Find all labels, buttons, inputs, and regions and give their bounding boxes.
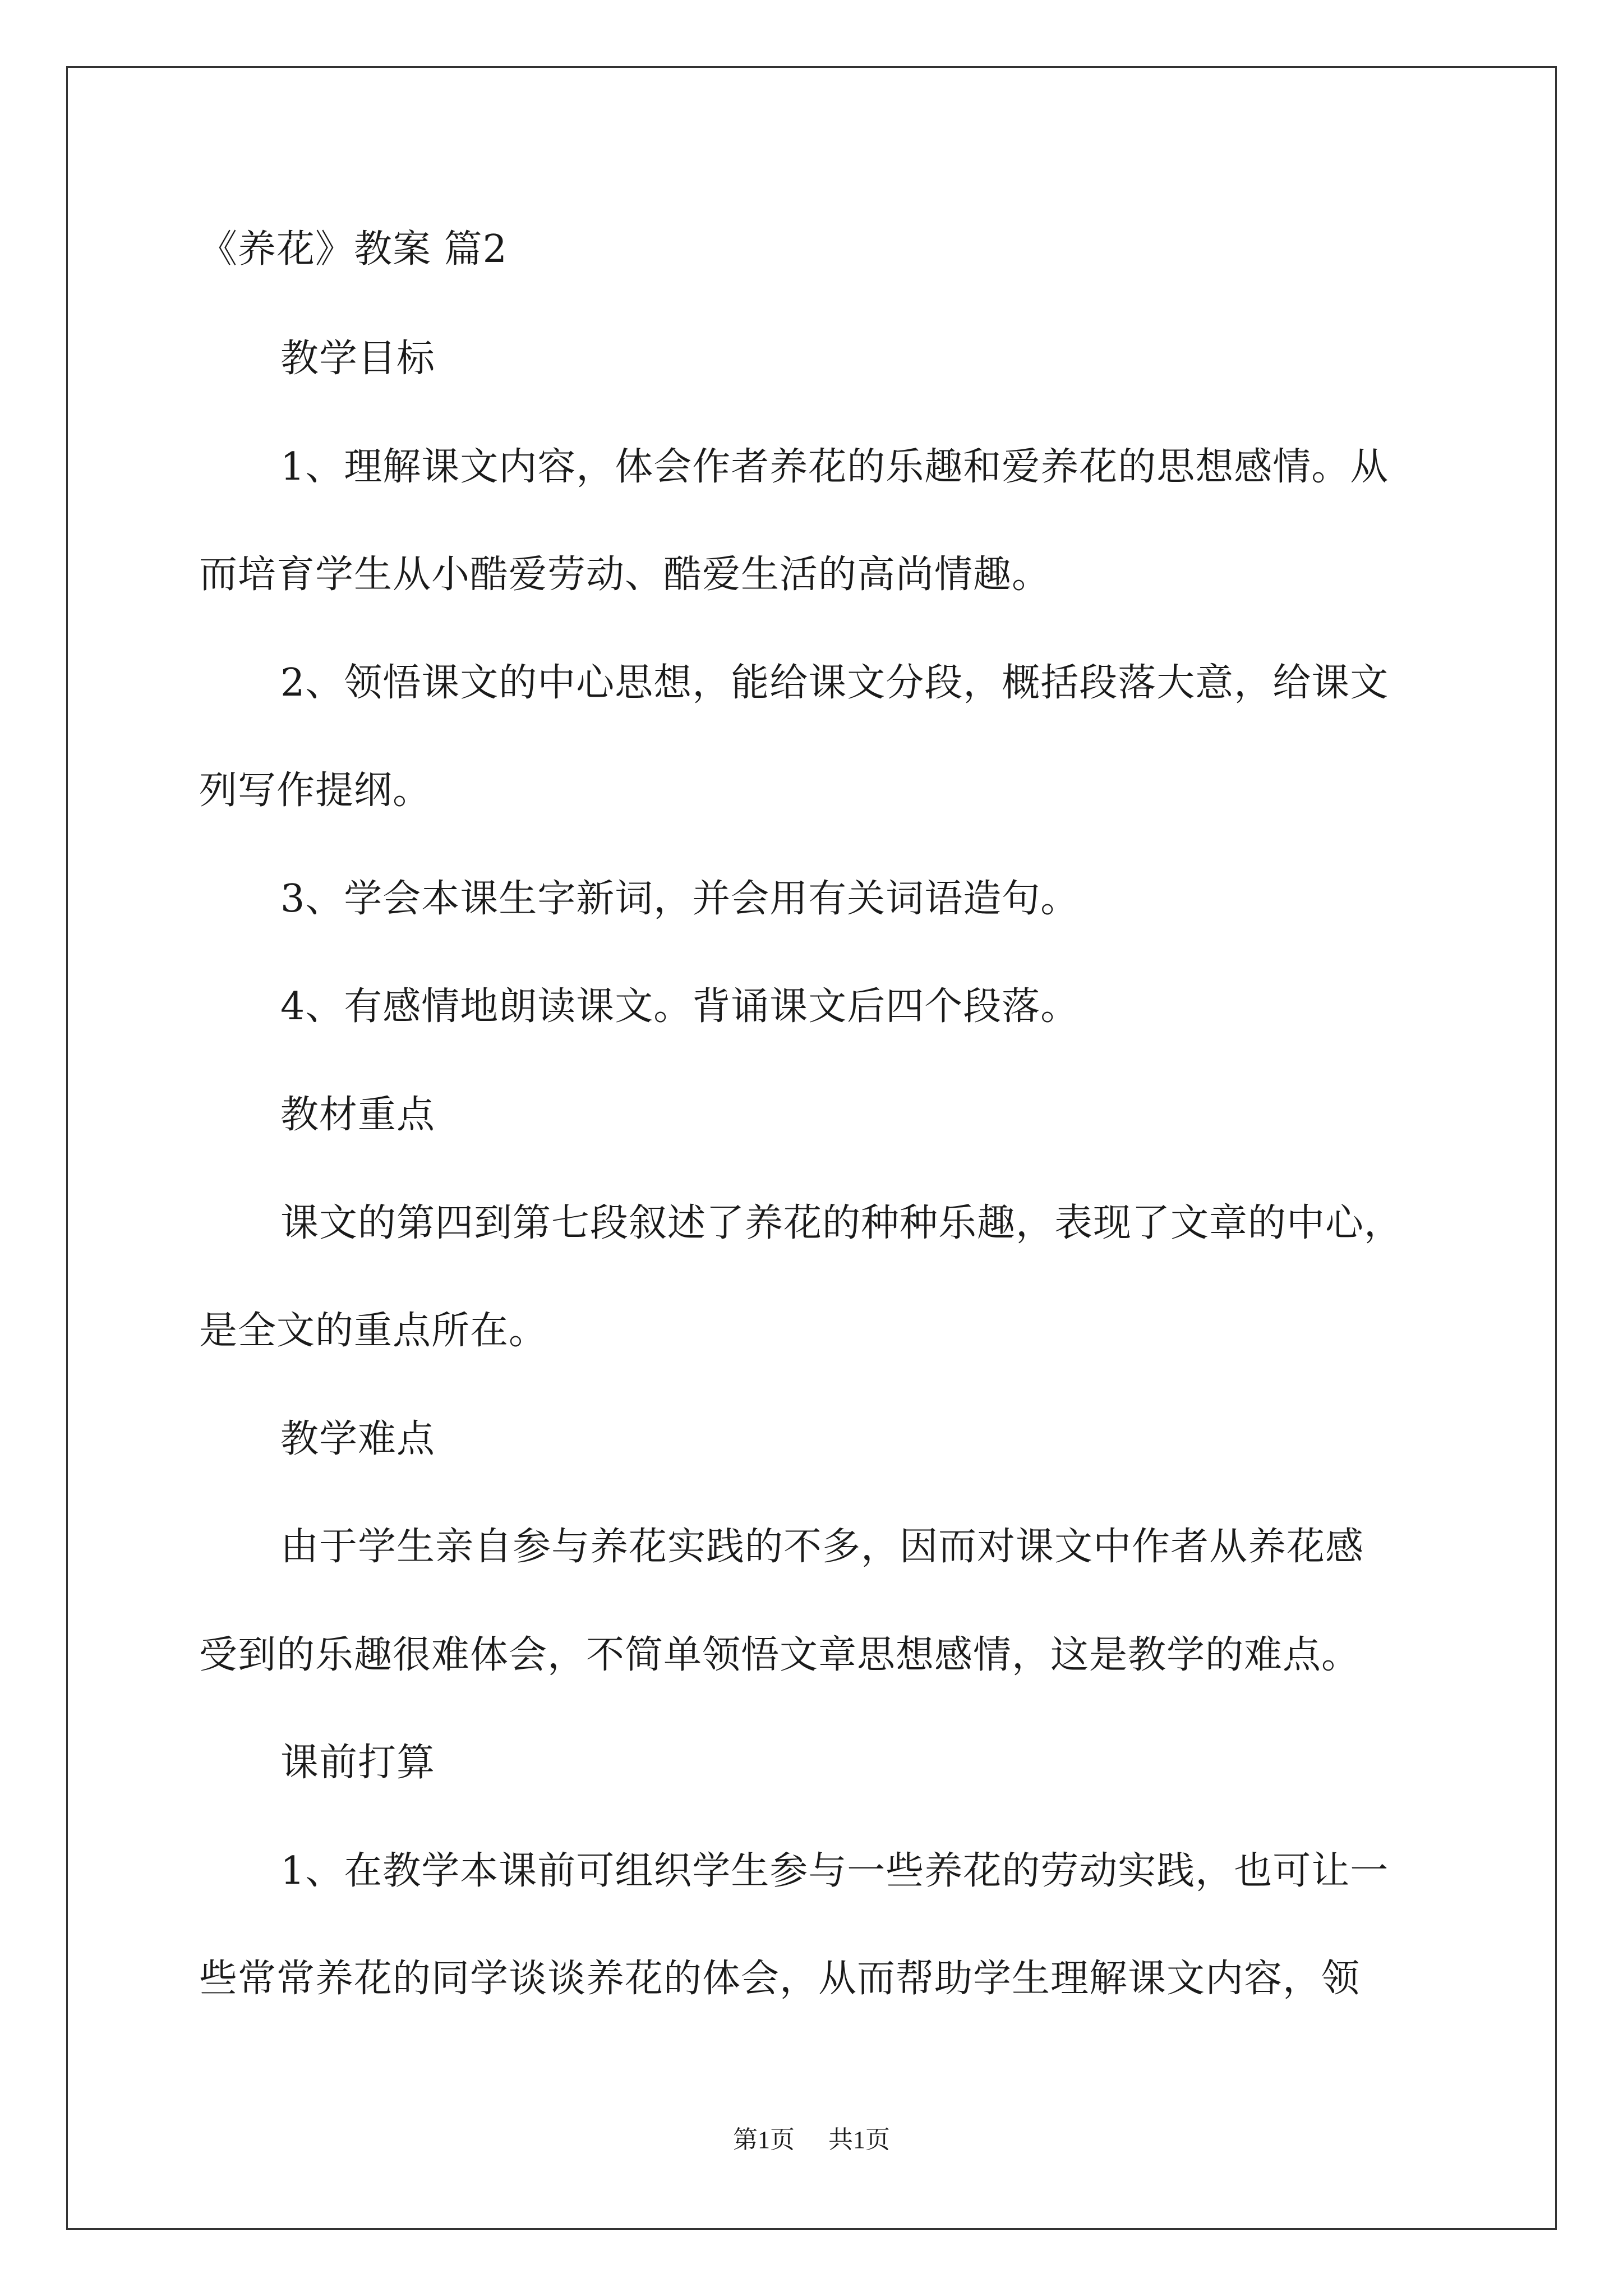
page-border xyxy=(66,66,1557,2230)
paragraph-line: 3、学会本课生字新词，并会用有关词语造句。 xyxy=(280,877,1080,921)
page-footer xyxy=(0,2124,1623,2156)
document-title: 《养花》教案 篇2 xyxy=(199,227,508,272)
page-number-total: 共1页 xyxy=(828,2126,890,2154)
paragraph-line: 1、理解课文内容，体会作者养花的乐趣和爱养花的思想感情。从 xyxy=(280,445,1389,489)
paragraph-line: 4、有感情地朗读课文。背诵课文后四个段落。 xyxy=(280,984,1080,1029)
paragraph-line: 列写作提纲。 xyxy=(199,769,432,813)
page-number-current: 第1页 xyxy=(733,2126,795,2154)
paragraph-line: 由于学生亲自参与养花实践的不多，因而对课文中作者从养花感 xyxy=(280,1525,1364,1569)
paragraph-line: 受到的乐趣很难体会，不简单领悟文章思想感情，这是教学的难点。 xyxy=(199,1633,1361,1677)
paragraph-line: 些常常养花的同学谈谈养花的体会，从而帮助学生理解课文内容，领 xyxy=(199,1957,1361,2001)
section-heading-preparation: 课前打算 xyxy=(280,1741,436,1785)
paragraph-line: 而培育学生从小酷爱劳动、酷爱生活的高尚情趣。 xyxy=(199,553,1051,597)
section-heading-objectives: 教学目标 xyxy=(280,337,436,381)
section-heading-key-points: 教材重点 xyxy=(280,1093,436,1137)
paragraph-line: 是全文的重点所在。 xyxy=(199,1309,548,1353)
section-heading-difficulties: 教学难点 xyxy=(280,1417,436,1461)
paragraph-line: 2、领悟课文的中心思想，能给课文分段，概括段落大意，给课文 xyxy=(280,661,1389,705)
paragraph-line: 1、在教学本课前可组织学生参与一些养花的劳动实践，也可让一 xyxy=(280,1849,1389,1893)
paragraph-line: 课文的第四到第七段叙述了养花的种种乐趣，表现了文章的中心， xyxy=(280,1201,1403,1245)
